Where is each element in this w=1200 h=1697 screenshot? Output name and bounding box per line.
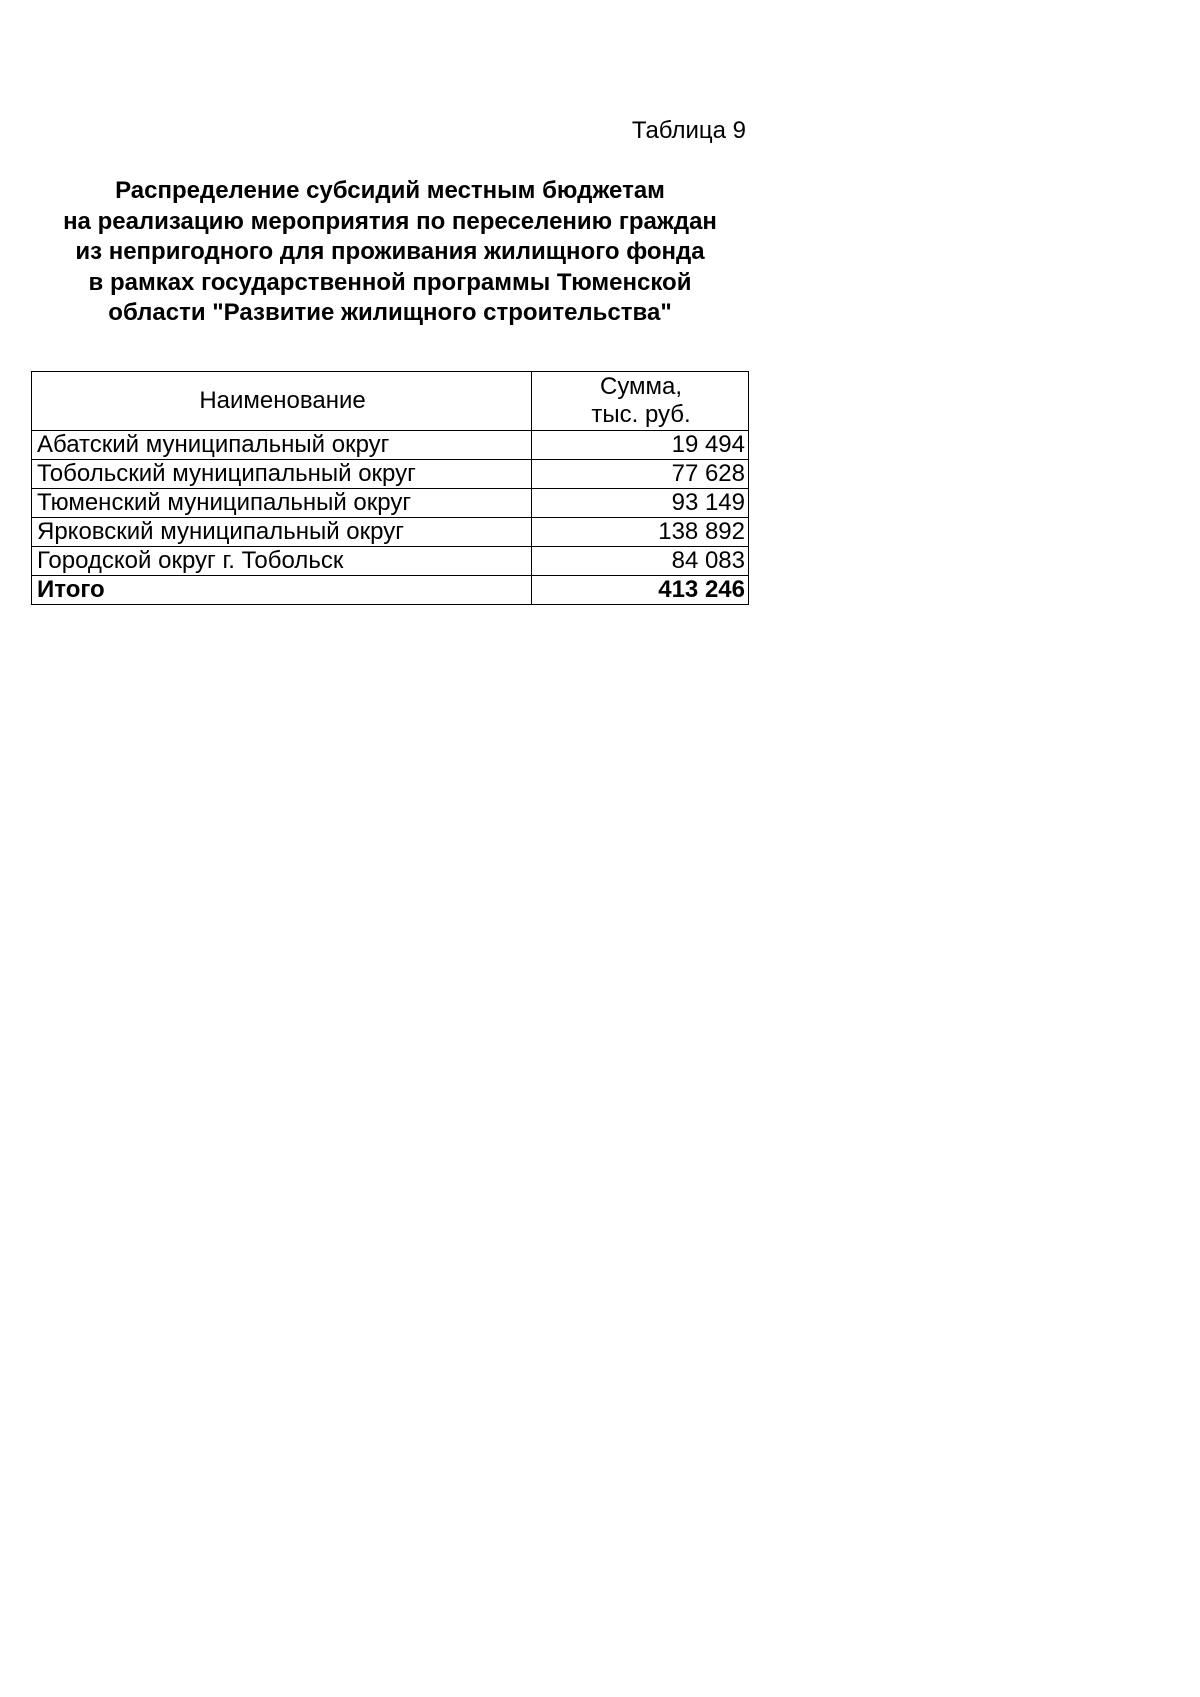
- row-name-cell: Абатский муниципальный округ: [32, 431, 532, 460]
- column-header-sum-line: Сумма,: [599, 373, 683, 400]
- row-sum-cell: 84 083: [532, 547, 749, 576]
- column-header-sum: [532, 372, 749, 431]
- row-name-cell: Тобольский муниципальный округ: [32, 460, 532, 489]
- table-row: [32, 431, 749, 460]
- row-sum-cell: 138 892: [532, 518, 749, 547]
- table-row: [32, 547, 749, 576]
- row-name-cell: Ярковский муниципальный округ: [32, 518, 532, 547]
- table-total-row: [32, 576, 749, 605]
- table-header-row: [32, 372, 749, 431]
- column-header-sum-unit: тыс. руб.: [591, 401, 691, 428]
- subsidy-distribution-table: [31, 371, 749, 605]
- table-row: [32, 489, 749, 518]
- table-number-label: Таблица 9: [631, 117, 746, 144]
- row-sum-cell: 77 628: [532, 460, 749, 489]
- document-title: [30, 176, 750, 329]
- title-line: области "Развитие жилищного строительства": [108, 299, 672, 326]
- table-row: [32, 460, 749, 489]
- row-name-cell: Городской округ г. Тобольск: [32, 547, 532, 576]
- table-row: [32, 518, 749, 547]
- row-sum-cell: 19 494: [532, 431, 749, 460]
- title-line: на реализацию мероприятия по переселению граждан: [63, 207, 717, 235]
- total-label-cell: Итого: [32, 576, 532, 605]
- title-line: в рамках государственной программы Тюменской: [88, 268, 692, 296]
- row-sum-cell: 93 149: [532, 489, 749, 518]
- column-header-name: Наименование: [32, 372, 532, 431]
- title-line: из непригодного для проживания жилищного фонда: [75, 238, 705, 265]
- total-sum-cell: 413 246: [532, 576, 749, 605]
- row-name-cell: Тюменский муниципальный округ: [32, 489, 532, 518]
- title-line: Распределение субсидий местным бюджетам: [115, 177, 665, 204]
